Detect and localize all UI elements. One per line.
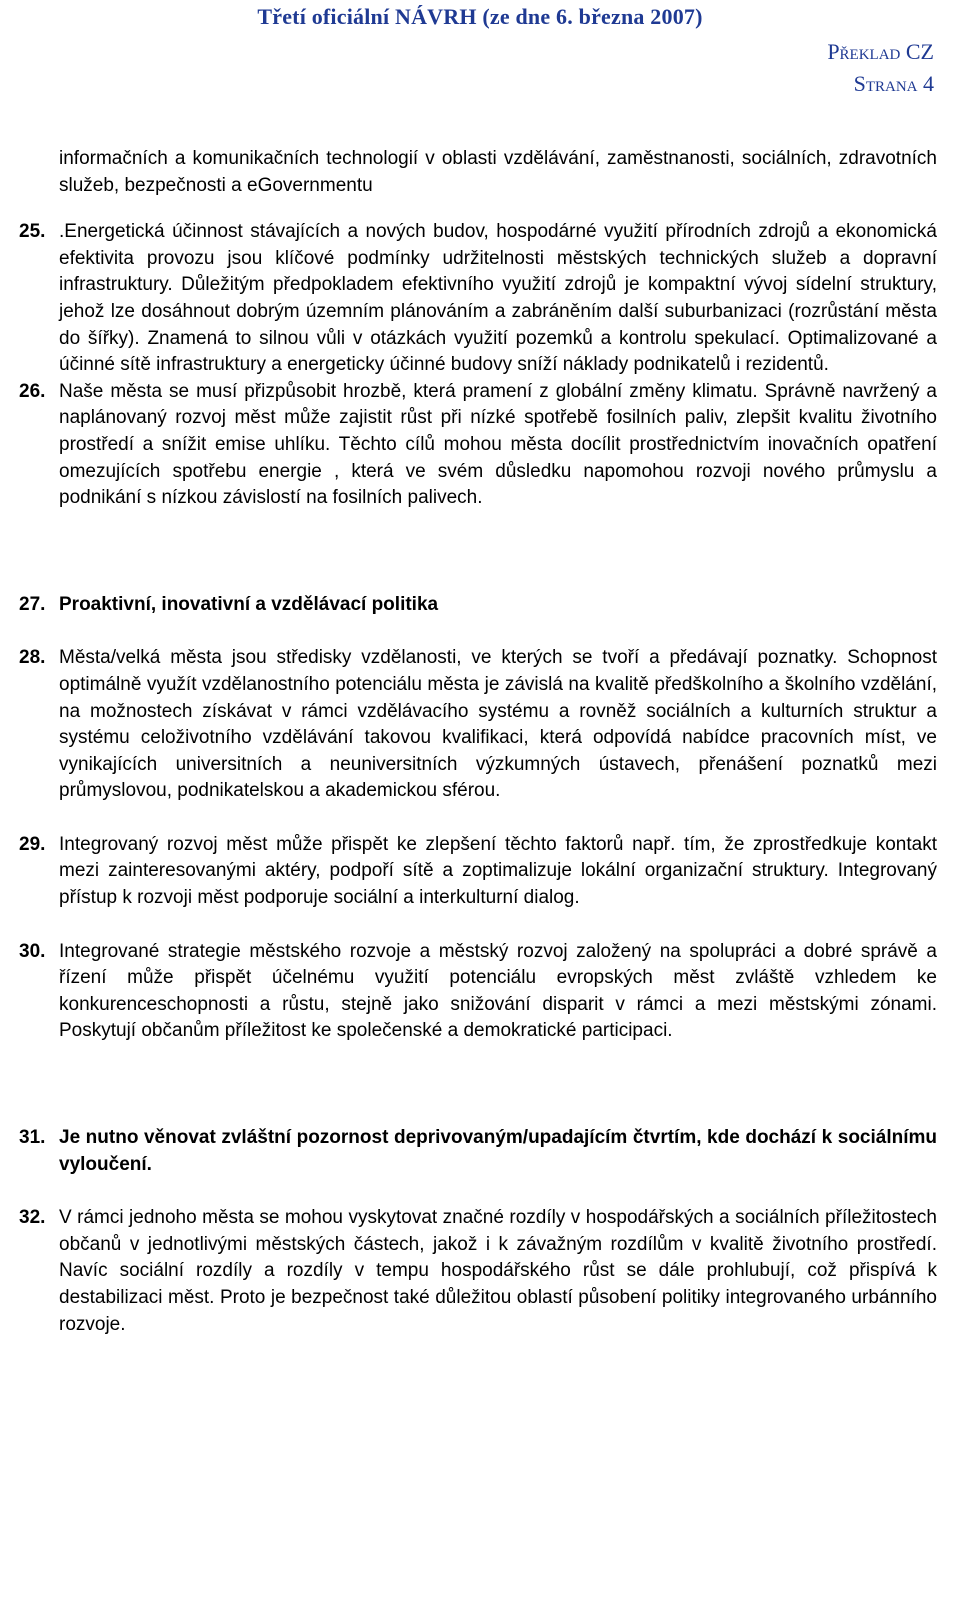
paragraph-text: Města/velká města jsou středisky vzdělanosti, ve kterých se tvoří a předávají poznatky. Schopnost optimálně využít vzdělanostního potenciálu města je závislá na kvalitě předškolního a školního vzdělání, na možnostech získávat v rámci vzdělávacího systému a rovněž sociálních a kulturních struktur a systému celoživotního vzdělávání takovou kvalifikaci, která odpovídá nabídce pracovních míst, ve vynikajících universitních a neuniversitních výzkumných ústavech, přenášení poznatků mezi průmyslovou, podnikatelskou a akademickou sférou. (59, 647, 937, 802)
paragraph-text: .Energetická účinnost stávajících a nových budov, hospodárné využití přírodních zdrojů a ekonomická efektivita provozu jsou klíčové podmínky udržitelnosti městských technických služeb a dopravní infrastruktury. Důležitým předpokladem efektivního využití zdrojů je kompaktní vývoj sídelní struktury, jehož lze dosáhnout dobrým územním plánováním a zabráněním další suburbanizaci (rozrůstání města do šířky). Znamená to silnou vůli v otázkách využití pozemků a kontrolu spekulací. Optimalizované a účinné sítě infrastruktury a energeticky účinné budovy sníží náklady podnikatelů i rezidentů. (59, 221, 937, 376)
paragraph-number: 27. (19, 593, 46, 615)
section-heading: Proaktivní, inovativní a vzdělávací politika (59, 593, 439, 615)
paragraph-25 (19, 219, 937, 379)
paragraph-27 (19, 592, 937, 619)
paragraph-29 (19, 832, 937, 912)
paragraph-26 (19, 379, 937, 512)
paragraph-number: 31. (19, 1127, 46, 1149)
intro-paragraph: informačních a komunikačních technologií v oblasti vzdělávání, zaměstnanosti, sociálních, zdravotních služeb, bezpečnosti a eGovernmentu (59, 148, 937, 196)
paragraph-text: Integrované strategie městského rozvoje a městský rozvoj založený na spolupráci a dobré správě a řízení může přispět účelnému využití potenciálu evropských měst zvláště vzhledem ke konkurenceschopnosti a růstu, stejně jako snižování disparit v rámci a mezi městskými zónami. Poskytují občanům příležitost ke společenské a demokratické participaci. (59, 940, 937, 1042)
paragraph-30 (19, 939, 937, 1045)
paragraph-number: 30. (19, 940, 46, 962)
paragraph-text: V rámci jednoho města se mohou vyskytovat značné rozdíly v hospodářských a sociálních příležitostech občanů v jednotlivými městských částech, jakož i k závažným rozdílům v kvalitě životního prostředí. Navíc sociální rozdíly a rozdíly v tempu hospodářského růst se dále prohlubují, což přispívá k destabilizaci měst. Proto je bezpečnost také důležitou oblastí působení politiky integrovaného urbánního rozvoje. (59, 1207, 937, 1335)
paragraph-text: Integrovaný rozvoj měst může přispět ke zlepšení těchto faktorů např. tím, že zprostředkuje kontakt mezi zainteresovanými aktéry, podpoří sítě a zoptimalizuje lokální organizační struktury. Integrovaný přístup k rozvoji měst podporuje sociální a interkulturní dialog. (59, 833, 937, 909)
paragraph-number: 32. (19, 1207, 46, 1229)
paragraph-number: 29. (19, 833, 46, 855)
translation-label: Překlad CZ (827, 39, 934, 64)
paragraph-number: 25. (19, 221, 46, 243)
paragraph-31 (19, 1125, 937, 1178)
paragraph-28 (19, 645, 937, 805)
paragraph-number: 26. (19, 380, 46, 402)
paragraph-text: Naše města se musí přizpůsobit hrozbě, která pramení z globální změny klimatu. Správně navržený a naplánovaný rozvoj měst může zajistit růst při nízké spotřebě fosilních paliv, zlepšit kvalitu životního prostředí a snížit emise uhlíku. Těchto cílů mohou města docílit prostřednictvím inovačních opatření omezujících spotřebu energie , která ve svém důsledku napomohou rozvoji nového průmyslu a podnikání s nízkou závislostí na fosilních palivech. (59, 380, 937, 509)
page-number: Strana 4 (853, 71, 934, 96)
header-right (827, 36, 934, 100)
paragraph-number: 28. (19, 647, 46, 669)
document-body (19, 146, 937, 1338)
header-title: Třetí oficiální NÁVRH (ze dne 6. března 2007) (257, 4, 703, 29)
paragraph-32 (19, 1205, 937, 1338)
section-heading: Je nutno věnovat zvláštní pozornost deprivovaným/upadajícím čtvrtím, kde dochází k sociálnímu vyloučení. (59, 1127, 937, 1175)
